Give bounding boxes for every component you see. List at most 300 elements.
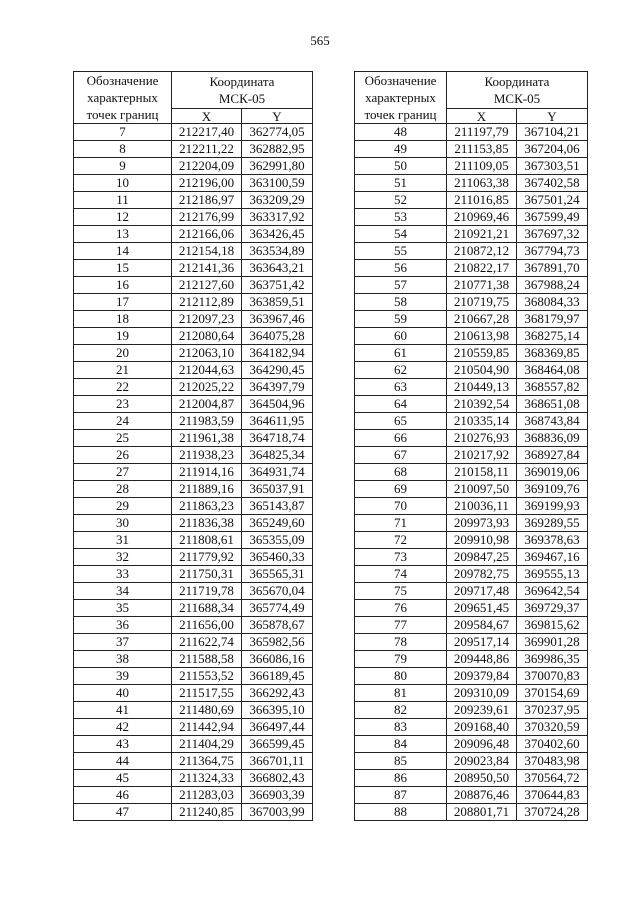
table-row [355, 396, 588, 413]
y-coordinate-cell: 367794,73 [517, 243, 588, 260]
x-coordinate-cell: 212204,09 [172, 158, 242, 175]
y-coordinate-cell: 362774,05 [242, 124, 313, 141]
header-coordinate-title [447, 72, 588, 109]
x-coordinate-cell: 211404,29 [172, 736, 242, 753]
y-coordinate-cell: 367003,99 [242, 804, 313, 821]
y-coordinate-cell: 365878,67 [242, 617, 313, 634]
x-coordinate-cell: 209448,86 [447, 651, 517, 668]
x-coordinate-cell: 212166,06 [172, 226, 242, 243]
header-point-line: точек границ [364, 107, 437, 122]
y-coordinate-cell: 362991,80 [242, 158, 313, 175]
table-row [74, 243, 313, 260]
table-row [355, 668, 588, 685]
table-row [74, 668, 313, 685]
point-number-cell: 57 [355, 277, 447, 294]
x-coordinate-cell: 211442,94 [172, 719, 242, 736]
table-row [74, 175, 313, 192]
x-coordinate-cell: 209782,75 [447, 566, 517, 583]
x-coordinate-cell: 210559,85 [447, 345, 517, 362]
header-point-line: точек границ [86, 107, 159, 122]
point-number-cell: 51 [355, 175, 447, 192]
point-number-cell: 21 [74, 362, 172, 379]
table-row [74, 362, 313, 379]
table-row [355, 787, 588, 804]
y-coordinate-cell: 366903,39 [242, 787, 313, 804]
x-coordinate-cell: 209517,14 [447, 634, 517, 651]
point-number-cell: 40 [74, 685, 172, 702]
x-coordinate-cell: 212044,63 [172, 362, 242, 379]
point-number-cell: 59 [355, 311, 447, 328]
point-number-cell: 38 [74, 651, 172, 668]
x-coordinate-cell: 209910,98 [447, 532, 517, 549]
table-row [74, 430, 313, 447]
y-coordinate-cell: 368084,33 [517, 294, 588, 311]
point-number-cell: 45 [74, 770, 172, 787]
table-row [74, 702, 313, 719]
x-coordinate-cell: 211517,55 [172, 685, 242, 702]
x-coordinate-cell: 210217,92 [447, 447, 517, 464]
table-row [355, 770, 588, 787]
table-row [355, 141, 588, 158]
table-row [74, 141, 313, 158]
point-number-cell: 16 [74, 277, 172, 294]
x-coordinate-cell: 212141,36 [172, 260, 242, 277]
header-x: X [172, 109, 242, 124]
x-coordinate-cell: 211863,23 [172, 498, 242, 515]
y-coordinate-cell: 365565,31 [242, 566, 313, 583]
table-row [355, 243, 588, 260]
y-coordinate-cell: 367599,49 [517, 209, 588, 226]
point-number-cell: 74 [355, 566, 447, 583]
x-coordinate-cell: 208801,71 [447, 804, 517, 821]
x-coordinate-cell: 211109,05 [447, 158, 517, 175]
x-coordinate-cell: 210504,90 [447, 362, 517, 379]
table-row [74, 294, 313, 311]
table-row [355, 294, 588, 311]
table-row [355, 549, 588, 566]
table-row [355, 345, 588, 362]
point-number-cell: 17 [74, 294, 172, 311]
point-number-cell: 23 [74, 396, 172, 413]
x-coordinate-cell: 209847,25 [447, 549, 517, 566]
y-coordinate-cell: 368651,08 [517, 396, 588, 413]
x-coordinate-cell: 211961,38 [172, 430, 242, 447]
y-coordinate-cell: 364290,45 [242, 362, 313, 379]
point-number-cell: 77 [355, 617, 447, 634]
point-number-cell: 27 [74, 464, 172, 481]
y-coordinate-cell: 368369,85 [517, 345, 588, 362]
point-number-cell: 12 [74, 209, 172, 226]
table-row [74, 158, 313, 175]
y-coordinate-cell: 370402,60 [517, 736, 588, 753]
table-row [74, 498, 313, 515]
y-coordinate-cell: 369019,06 [517, 464, 588, 481]
table-row [355, 209, 588, 226]
x-coordinate-cell: 211240,85 [172, 804, 242, 821]
y-coordinate-cell: 370564,72 [517, 770, 588, 787]
x-coordinate-cell: 209651,45 [447, 600, 517, 617]
table-row [355, 736, 588, 753]
y-coordinate-cell: 370154,69 [517, 685, 588, 702]
x-coordinate-cell: 212217,40 [172, 124, 242, 141]
x-coordinate-cell: 211656,00 [172, 617, 242, 634]
table-row [355, 192, 588, 209]
header-coord-line: МСК-05 [218, 91, 266, 106]
y-coordinate-cell: 366189,45 [242, 668, 313, 685]
y-coordinate-cell: 366599,45 [242, 736, 313, 753]
y-coordinate-cell: 363643,21 [242, 260, 313, 277]
point-number-cell: 58 [355, 294, 447, 311]
point-number-cell: 85 [355, 753, 447, 770]
y-coordinate-cell: 362882,95 [242, 141, 313, 158]
y-coordinate-cell: 370483,98 [517, 753, 588, 770]
y-coordinate-cell: 368743,84 [517, 413, 588, 430]
point-number-cell: 86 [355, 770, 447, 787]
point-number-cell: 78 [355, 634, 447, 651]
y-coordinate-cell: 367402,58 [517, 175, 588, 192]
table-row [355, 804, 588, 821]
table-row [74, 260, 313, 277]
point-number-cell: 88 [355, 804, 447, 821]
y-coordinate-cell: 366497,44 [242, 719, 313, 736]
table-row [74, 600, 313, 617]
table-row [355, 702, 588, 719]
point-number-cell: 19 [74, 328, 172, 345]
y-coordinate-cell: 364397,79 [242, 379, 313, 396]
y-coordinate-cell: 367104,21 [517, 124, 588, 141]
point-number-cell: 64 [355, 396, 447, 413]
y-coordinate-cell: 367891,70 [517, 260, 588, 277]
x-coordinate-cell: 212004,87 [172, 396, 242, 413]
x-coordinate-cell: 211938,23 [172, 447, 242, 464]
table-row [355, 362, 588, 379]
table-row [74, 753, 313, 770]
x-coordinate-cell: 210921,21 [447, 226, 517, 243]
y-coordinate-cell: 367303,51 [517, 158, 588, 175]
y-coordinate-cell: 367988,24 [517, 277, 588, 294]
y-coordinate-cell: 369378,63 [517, 532, 588, 549]
point-number-cell: 72 [355, 532, 447, 549]
point-number-cell: 79 [355, 651, 447, 668]
x-coordinate-cell: 209168,40 [447, 719, 517, 736]
header-point-line: Обозначение [364, 73, 437, 88]
x-coordinate-cell: 212127,60 [172, 277, 242, 294]
point-number-cell: 13 [74, 226, 172, 243]
point-number-cell: 29 [74, 498, 172, 515]
y-coordinate-cell: 368179,97 [517, 311, 588, 328]
y-coordinate-cell: 364825,34 [242, 447, 313, 464]
point-number-cell: 43 [74, 736, 172, 753]
x-coordinate-cell: 211016,85 [447, 192, 517, 209]
table-row [74, 209, 313, 226]
y-coordinate-cell: 366802,43 [242, 770, 313, 787]
y-coordinate-cell: 365982,56 [242, 634, 313, 651]
point-number-cell: 55 [355, 243, 447, 260]
table-row [74, 192, 313, 209]
x-coordinate-cell: 210667,28 [447, 311, 517, 328]
point-number-cell: 54 [355, 226, 447, 243]
y-coordinate-cell: 369901,28 [517, 634, 588, 651]
point-number-cell: 82 [355, 702, 447, 719]
table-row [355, 277, 588, 294]
table-row [355, 753, 588, 770]
y-coordinate-cell: 369199,93 [517, 498, 588, 515]
point-number-cell: 69 [355, 481, 447, 498]
table-row [355, 311, 588, 328]
table-row [355, 328, 588, 345]
table-row [355, 260, 588, 277]
x-coordinate-cell: 211153,85 [447, 141, 517, 158]
header-x: X [447, 109, 517, 124]
table-row [74, 770, 313, 787]
y-coordinate-cell: 367204,06 [517, 141, 588, 158]
x-coordinate-cell: 211324,33 [172, 770, 242, 787]
x-coordinate-cell: 212063,10 [172, 345, 242, 362]
y-coordinate-cell: 369109,76 [517, 481, 588, 498]
table-row [74, 634, 313, 651]
y-coordinate-cell: 369467,16 [517, 549, 588, 566]
y-coordinate-cell: 363317,92 [242, 209, 313, 226]
x-coordinate-cell: 212025,22 [172, 379, 242, 396]
header-coord-line: МСК-05 [493, 91, 541, 106]
point-number-cell: 84 [355, 736, 447, 753]
table-row [355, 430, 588, 447]
point-number-cell: 50 [355, 158, 447, 175]
header-coord-line: Координата [484, 74, 550, 89]
x-coordinate-cell: 209973,93 [447, 515, 517, 532]
y-coordinate-cell: 365249,60 [242, 515, 313, 532]
x-coordinate-cell: 211480,69 [172, 702, 242, 719]
point-number-cell: 20 [74, 345, 172, 362]
header-coord-line: Координата [209, 74, 275, 89]
x-coordinate-cell: 211719,78 [172, 583, 242, 600]
x-coordinate-cell: 210449,13 [447, 379, 517, 396]
y-coordinate-cell: 370320,59 [517, 719, 588, 736]
y-coordinate-cell: 365774,49 [242, 600, 313, 617]
table-row [74, 583, 313, 600]
y-coordinate-cell: 363859,51 [242, 294, 313, 311]
x-coordinate-cell: 210719,75 [447, 294, 517, 311]
point-number-cell: 14 [74, 243, 172, 260]
y-coordinate-cell: 368836,09 [517, 430, 588, 447]
y-coordinate-cell: 367697,32 [517, 226, 588, 243]
point-number-cell: 53 [355, 209, 447, 226]
table-row [74, 379, 313, 396]
x-coordinate-cell: 210097,50 [447, 481, 517, 498]
y-coordinate-cell: 370644,83 [517, 787, 588, 804]
y-coordinate-cell: 363209,29 [242, 192, 313, 209]
table-row [355, 685, 588, 702]
y-coordinate-cell: 368557,82 [517, 379, 588, 396]
point-number-cell: 81 [355, 685, 447, 702]
x-coordinate-cell: 209717,48 [447, 583, 517, 600]
x-coordinate-cell: 210771,38 [447, 277, 517, 294]
header-point-line: Обозначение [86, 73, 159, 88]
x-coordinate-cell: 211889,16 [172, 481, 242, 498]
y-coordinate-cell: 367501,24 [517, 192, 588, 209]
y-coordinate-cell: 364931,74 [242, 464, 313, 481]
point-number-cell: 39 [74, 668, 172, 685]
point-number-cell: 36 [74, 617, 172, 634]
table-row [74, 226, 313, 243]
y-coordinate-cell: 369555,13 [517, 566, 588, 583]
x-coordinate-cell: 211364,75 [172, 753, 242, 770]
point-number-cell: 80 [355, 668, 447, 685]
table-row [355, 226, 588, 243]
point-number-cell: 25 [74, 430, 172, 447]
table-row [74, 311, 313, 328]
table-row [74, 566, 313, 583]
table-row [355, 532, 588, 549]
point-number-cell: 10 [74, 175, 172, 192]
x-coordinate-cell: 212112,89 [172, 294, 242, 311]
x-coordinate-cell: 212176,99 [172, 209, 242, 226]
point-number-cell: 30 [74, 515, 172, 532]
y-coordinate-cell: 365143,87 [242, 498, 313, 515]
y-coordinate-cell: 369642,54 [517, 583, 588, 600]
y-coordinate-cell: 369289,55 [517, 515, 588, 532]
point-number-cell: 70 [355, 498, 447, 515]
table-row [74, 804, 313, 821]
point-number-cell: 52 [355, 192, 447, 209]
x-coordinate-cell: 210036,11 [447, 498, 517, 515]
x-coordinate-cell: 209584,67 [447, 617, 517, 634]
y-coordinate-cell: 363751,42 [242, 277, 313, 294]
point-number-cell: 42 [74, 719, 172, 736]
y-coordinate-cell: 368464,08 [517, 362, 588, 379]
table-row [355, 447, 588, 464]
table-row [74, 685, 313, 702]
point-number-cell: 26 [74, 447, 172, 464]
y-coordinate-cell: 364718,74 [242, 430, 313, 447]
table-row [74, 481, 313, 498]
table-row [355, 515, 588, 532]
point-number-cell: 37 [74, 634, 172, 651]
y-coordinate-cell: 369815,62 [517, 617, 588, 634]
x-coordinate-cell: 212186,97 [172, 192, 242, 209]
point-number-cell: 71 [355, 515, 447, 532]
y-coordinate-cell: 363426,45 [242, 226, 313, 243]
x-coordinate-cell: 211836,38 [172, 515, 242, 532]
x-coordinate-cell: 211197,79 [447, 124, 517, 141]
y-coordinate-cell: 363967,46 [242, 311, 313, 328]
x-coordinate-cell: 209023,84 [447, 753, 517, 770]
point-number-cell: 65 [355, 413, 447, 430]
y-coordinate-cell: 366395,10 [242, 702, 313, 719]
table-row [74, 651, 313, 668]
x-coordinate-cell: 212196,00 [172, 175, 242, 192]
point-number-cell: 33 [74, 566, 172, 583]
point-number-cell: 46 [74, 787, 172, 804]
table-row [355, 464, 588, 481]
point-number-cell: 44 [74, 753, 172, 770]
x-coordinate-cell: 212154,18 [172, 243, 242, 260]
header-point-label [355, 72, 447, 124]
point-number-cell: 32 [74, 549, 172, 566]
header-point-label [74, 72, 172, 124]
table-row [355, 158, 588, 175]
x-coordinate-cell: 211808,61 [172, 532, 242, 549]
y-coordinate-cell: 364075,28 [242, 328, 313, 345]
point-number-cell: 60 [355, 328, 447, 345]
coordinates-table-left [73, 71, 313, 821]
point-number-cell: 83 [355, 719, 447, 736]
header-y: Y [242, 109, 313, 124]
table-row [355, 175, 588, 192]
table-row [355, 719, 588, 736]
table-row [74, 617, 313, 634]
table-row [74, 124, 313, 141]
point-number-cell: 63 [355, 379, 447, 396]
point-number-cell: 68 [355, 464, 447, 481]
x-coordinate-cell: 211283,03 [172, 787, 242, 804]
y-coordinate-cell: 369729,37 [517, 600, 588, 617]
header-y: Y [517, 109, 588, 124]
point-number-cell: 7 [74, 124, 172, 141]
x-coordinate-cell: 211688,34 [172, 600, 242, 617]
point-number-cell: 66 [355, 430, 447, 447]
coordinates-table-right [354, 71, 588, 821]
x-coordinate-cell: 212097,23 [172, 311, 242, 328]
x-coordinate-cell: 212080,64 [172, 328, 242, 345]
x-coordinate-cell: 211914,16 [172, 464, 242, 481]
table-row [74, 396, 313, 413]
x-coordinate-cell: 210276,93 [447, 430, 517, 447]
table-row [355, 651, 588, 668]
x-coordinate-cell: 209239,61 [447, 702, 517, 719]
x-coordinate-cell: 209379,84 [447, 668, 517, 685]
point-number-cell: 62 [355, 362, 447, 379]
point-number-cell: 61 [355, 345, 447, 362]
y-coordinate-cell: 370724,28 [517, 804, 588, 821]
table-row [355, 379, 588, 396]
x-coordinate-cell: 212211,22 [172, 141, 242, 158]
point-number-cell: 9 [74, 158, 172, 175]
y-coordinate-cell: 366086,16 [242, 651, 313, 668]
table-row [74, 787, 313, 804]
y-coordinate-cell: 368927,84 [517, 447, 588, 464]
x-coordinate-cell: 208876,46 [447, 787, 517, 804]
x-coordinate-cell: 210335,14 [447, 413, 517, 430]
table-row [355, 498, 588, 515]
page-number: 565 [310, 33, 330, 48]
x-coordinate-cell: 211063,38 [447, 175, 517, 192]
y-coordinate-cell: 366292,43 [242, 685, 313, 702]
table-row [355, 566, 588, 583]
table-row [355, 413, 588, 430]
table-row [355, 600, 588, 617]
table-row [74, 345, 313, 362]
header-point-line: характерных [365, 90, 436, 105]
x-coordinate-cell: 210969,46 [447, 209, 517, 226]
point-number-cell: 22 [74, 379, 172, 396]
point-number-cell: 48 [355, 124, 447, 141]
point-number-cell: 24 [74, 413, 172, 430]
y-coordinate-cell: 363534,89 [242, 243, 313, 260]
x-coordinate-cell: 208950,50 [447, 770, 517, 787]
y-coordinate-cell: 365355,09 [242, 532, 313, 549]
table-row [74, 464, 313, 481]
table-row [355, 124, 588, 141]
x-coordinate-cell: 211983,59 [172, 413, 242, 430]
x-coordinate-cell: 210872,12 [447, 243, 517, 260]
x-coordinate-cell: 211588,58 [172, 651, 242, 668]
table-row [74, 413, 313, 430]
point-number-cell: 35 [74, 600, 172, 617]
point-number-cell: 31 [74, 532, 172, 549]
y-coordinate-cell: 366701,11 [242, 753, 313, 770]
table-row [74, 277, 313, 294]
